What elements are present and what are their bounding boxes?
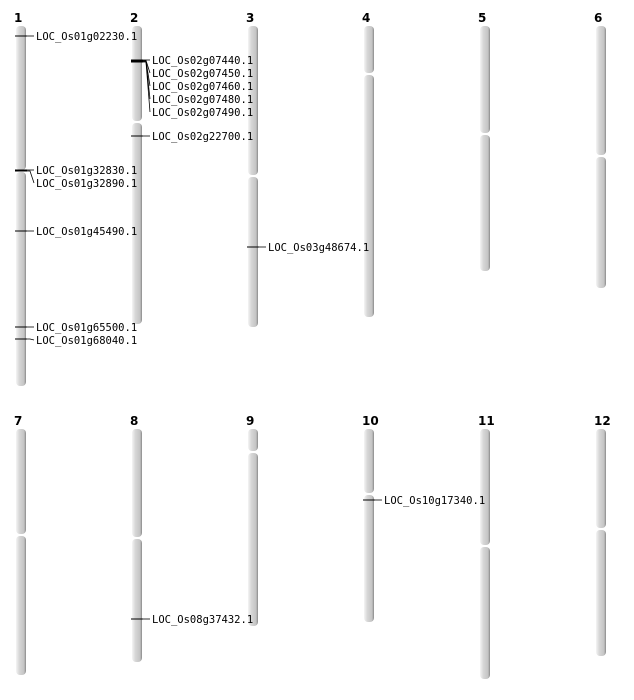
chromosome-arm-p [16, 429, 26, 534]
chromosome-label: 3 [246, 11, 255, 25]
chromosome-label: 4 [362, 11, 371, 25]
chromosome-arm-p [480, 429, 490, 545]
chromosome-arm-p [480, 26, 490, 133]
gene-marker [131, 55, 253, 67]
chromosome-arm-p [248, 429, 258, 451]
chromosome-label: 8 [130, 414, 139, 428]
chromosome-arm-q [364, 75, 374, 317]
chromosome-arm-q [132, 539, 142, 662]
chromosome-label: 11 [478, 414, 495, 428]
gene-label: LOC_Os02g07480.1 [152, 94, 254, 106]
gene-label: LOC_Os01g65500.1 [36, 322, 138, 334]
gene-marker [15, 335, 137, 347]
gene-marker [247, 242, 369, 254]
chromosome-label: 9 [246, 414, 255, 428]
gene-label: LOC_Os01g32830.1 [36, 165, 138, 177]
gene-label: LOC_Os01g45490.1 [36, 226, 138, 238]
gene-marker [15, 165, 137, 177]
gene-label: LOC_Os01g32890.1 [36, 178, 138, 190]
chromosome-11 [478, 414, 495, 679]
gene-marker [15, 322, 137, 334]
gene-label: LOC_Os01g68040.1 [36, 335, 138, 347]
gene-leader [27, 171, 34, 183]
chromosome-arm-q [16, 172, 26, 386]
chromosome-4 [362, 11, 374, 317]
chromosome-arm-q [364, 495, 374, 622]
gene-label: LOC_Os01g02230.1 [36, 31, 138, 43]
gene-marker [363, 495, 485, 507]
chromosome-label: 5 [478, 11, 487, 25]
chromosome-arm-q [596, 157, 606, 288]
gene-label: LOC_Os02g07460.1 [152, 81, 254, 93]
chromosome-label: 1 [14, 11, 23, 25]
chromosome-arm-q [248, 453, 258, 626]
chromosome-label: 12 [594, 414, 611, 428]
chromosome-arm-p [596, 429, 606, 528]
chromosome-arm-q [480, 547, 490, 679]
chromosome-7 [14, 414, 26, 675]
gene-marker [131, 614, 253, 626]
gene-label: LOC_Os08g37432.1 [152, 614, 254, 626]
chromosome-arm-q [248, 177, 258, 327]
chromosome-label: 2 [130, 11, 139, 25]
gene-label: LOC_Os03g48674.1 [268, 242, 370, 254]
gene-label: LOC_Os10g17340.1 [384, 495, 486, 507]
chromosome-8 [130, 414, 142, 662]
gene-marker [15, 31, 137, 43]
chromosome-arm-q [596, 530, 606, 656]
chromosome-1 [14, 11, 26, 386]
gene-label: LOC_Os02g07440.1 [152, 55, 254, 67]
gene-marker [15, 226, 137, 238]
chromosome-10 [362, 414, 379, 622]
chromosome-12 [594, 414, 611, 656]
chromosome-arm-p [132, 429, 142, 537]
chromosome-arm-p [16, 26, 26, 170]
chromosome-9 [246, 414, 258, 626]
gene-leader [27, 339, 34, 340]
chromosome-5 [478, 11, 490, 271]
chromosome-6 [594, 11, 606, 288]
chromosome-arm-q [132, 123, 142, 324]
chromosome-label: 6 [594, 11, 603, 25]
gene-label: LOC_Os02g22700.1 [152, 131, 254, 143]
chromosome-label: 10 [362, 414, 379, 428]
gene-label: LOC_Os02g07450.1 [152, 68, 254, 80]
chromosome-label: 7 [14, 414, 23, 428]
chromosome-arm-p [596, 26, 606, 155]
chromosome-arm-p [364, 429, 374, 493]
chromosome-arm-q [480, 135, 490, 271]
gene-label: LOC_Os02g07490.1 [152, 107, 254, 119]
chromosome-arm-q [16, 536, 26, 675]
chromosome-arm-p [364, 26, 374, 73]
gene-marker [131, 131, 253, 143]
